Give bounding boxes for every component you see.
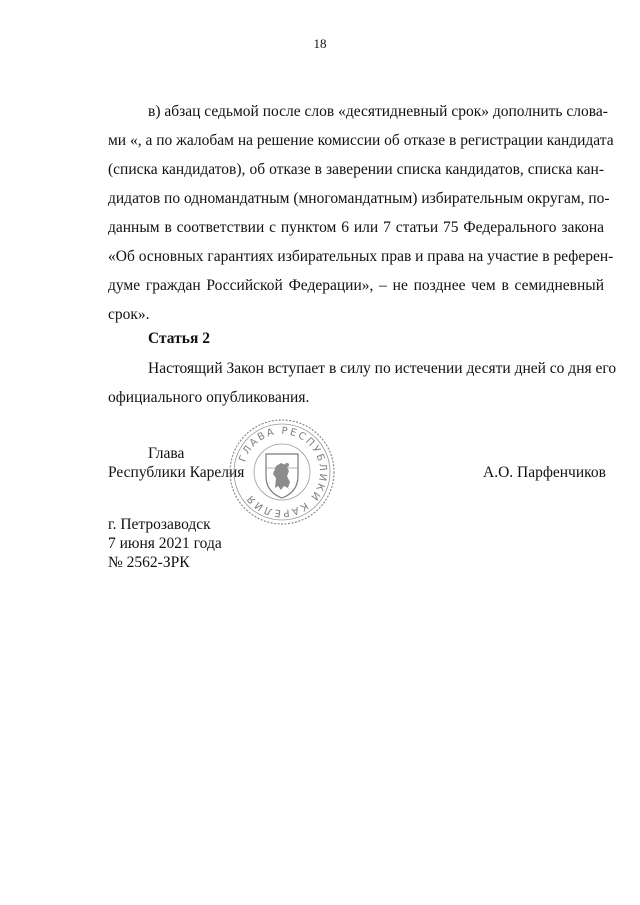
paragraph-line: «Об основных гарантиях избирательных прав и права на участие в референ- xyxy=(108,248,614,265)
page-number: 18 xyxy=(313,36,327,51)
signatory-title-line1: Глава xyxy=(148,445,185,462)
paragraph-line: думе граждан Российской Федерации», – не позднее чем в семидневный xyxy=(108,277,604,294)
paragraph-line: срок». xyxy=(108,306,150,323)
seal-text: ГЛАВА РЕСПУБЛИКИ КАРЕЛИЯ xyxy=(237,425,329,519)
law-number: № 2562-ЗРК xyxy=(108,554,190,571)
paragraph-line: данным в соответствии с пунктом 6 или 7 статьи 75 Федерального закона xyxy=(108,219,604,236)
paragraph-line: ми «, а по жалобам на решение комиссии об отказе в регистрации кандидата xyxy=(108,132,614,149)
paragraph-line: официального опубликования. xyxy=(108,389,310,406)
paragraph-line: (списка кандидатов), об отказе в заверении списка кандидатов, списка кан- xyxy=(108,161,604,178)
article-heading: Статья 2 xyxy=(148,330,210,347)
place-date-block xyxy=(108,515,222,572)
paragraph-line: в) абзац седьмой после слов «десятидневный срок» дополнить слова- xyxy=(148,103,608,120)
date: 7 июня 2021 года xyxy=(108,535,222,552)
paragraph-line: Настоящий Закон вступает в силу по истечении десяти дней со дня его xyxy=(148,360,617,377)
signatory-name: А.О. Парфенчиков xyxy=(483,464,606,481)
official-seal xyxy=(226,416,338,528)
city: г. Петрозаводск xyxy=(108,516,211,533)
paragraph-line: дидатов по одномандатным (многомандатным) избирательным округам, по- xyxy=(108,190,610,207)
signatory-title-line2: Республики Карелия xyxy=(108,464,245,481)
